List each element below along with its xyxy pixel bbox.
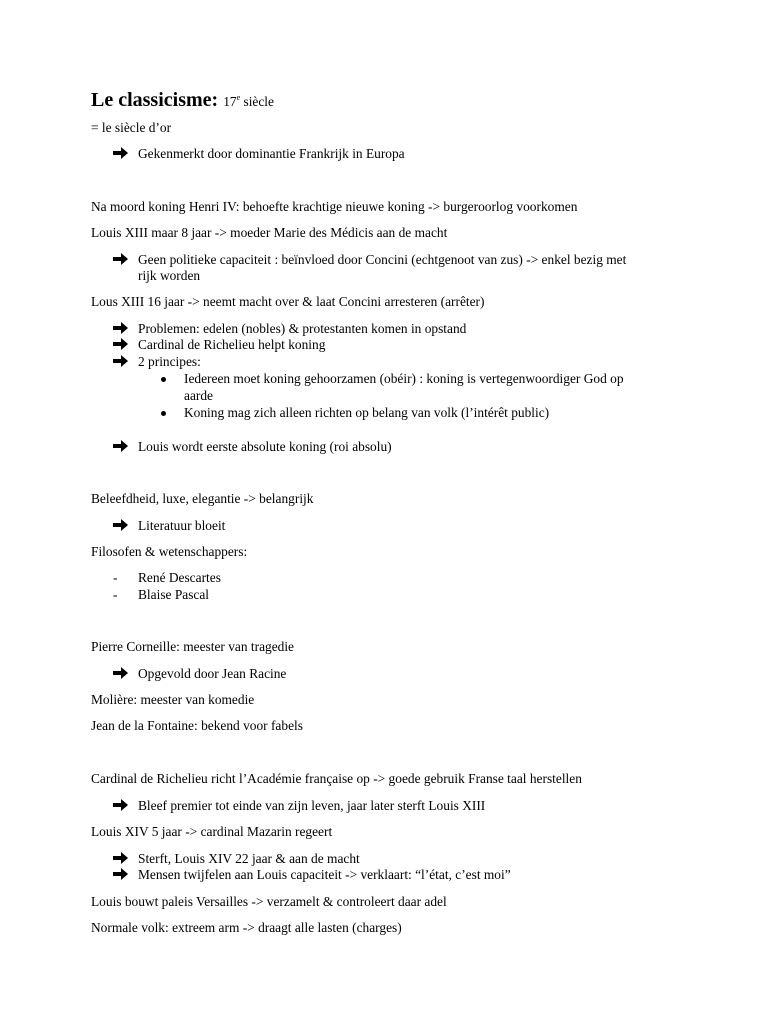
bullet-dot-icon bbox=[161, 377, 166, 382]
page-title bbox=[91, 87, 274, 113]
text-line: Lous XIII 16 jaar -> neemt macht over & laat Concini arresteren (arrêter) bbox=[91, 294, 485, 309]
arrow-item: Geen politieke capaciteit : beïnvloed door Concini (echtgenoot van zus) -> enkel bezig met bbox=[138, 252, 627, 267]
arrow-right-icon bbox=[113, 851, 129, 865]
arrow-right-icon bbox=[113, 337, 129, 351]
text-line: Louis bouwt paleis Versailles -> verzamelt & controleert daar adel bbox=[91, 894, 447, 909]
arrow-right-icon bbox=[113, 252, 129, 266]
text-line: Beleefdheid, luxe, elegantie -> belangrijk bbox=[91, 491, 314, 506]
arrow-right-icon bbox=[113, 146, 129, 160]
arrow-item: 2 principes: bbox=[138, 354, 201, 369]
bullet-item: Iedereen moet koning gehoorzamen (obéir) : koning is vertegenwoordiger God op bbox=[184, 371, 624, 386]
arrow-right-icon bbox=[113, 518, 129, 532]
text-line: Normale volk: extreem arm -> draagt alle lasten (charges) bbox=[91, 920, 402, 935]
arrow-item: Mensen twijfelen aan Louis capaciteit -> verklaart: “l’état, c’est moi” bbox=[138, 867, 511, 882]
text-line: = le siècle d’or bbox=[91, 120, 172, 135]
arrow-item: Louis wordt eerste absolute koning (roi absolu) bbox=[138, 439, 392, 454]
text-line: Na moord koning Henri IV: behoefte krachtige nieuwe koning -> burgeroorlog voorkomen bbox=[91, 199, 578, 214]
arrow-item: Cardinal de Richelieu helpt koning bbox=[138, 337, 326, 352]
arrow-right-icon bbox=[113, 867, 129, 881]
arrow-item: Bleef premier tot einde van zijn leven, jaar later sterft Louis XIII bbox=[138, 798, 486, 813]
arrow-right-icon bbox=[113, 666, 129, 680]
dash-marker: - bbox=[113, 587, 118, 602]
text-line: Jean de la Fontaine: bekend voor fabels bbox=[91, 718, 303, 733]
arrow-right-icon bbox=[113, 354, 129, 368]
text-line: Cardinal de Richelieu richt l’Académie française op -> goede gebruik Franse taal herstellen bbox=[91, 771, 582, 786]
bullet-item-cont: aarde bbox=[184, 388, 213, 403]
text-line: Filosofen & wetenschappers: bbox=[91, 544, 248, 559]
text-line: Louis XIV 5 jaar -> cardinal Mazarin regeert bbox=[91, 824, 333, 839]
arrow-right-icon bbox=[113, 439, 129, 453]
bullet-item: Koning mag zich alleen richten op belang van volk (l’intérêt public) bbox=[184, 405, 550, 420]
arrow-item: Opgevold door Jean Racine bbox=[138, 666, 287, 681]
title-century: 17e siècle bbox=[223, 93, 274, 109]
arrow-item: Gekenmerkt door dominantie Frankrijk in Europa bbox=[138, 146, 405, 161]
arrow-right-icon bbox=[113, 798, 129, 812]
bullet-dot-icon bbox=[161, 411, 166, 416]
title-main: Le classicisme: bbox=[91, 89, 219, 111]
arrow-right-icon bbox=[113, 321, 129, 335]
dash-item: René Descartes bbox=[138, 570, 221, 585]
text-line: Pierre Corneille: meester van tragedie bbox=[91, 639, 295, 654]
arrow-item: Literatuur bloeit bbox=[138, 518, 226, 533]
text-line: Molière: meester van komedie bbox=[91, 692, 255, 707]
dash-item: Blaise Pascal bbox=[138, 587, 210, 602]
arrow-item: Sterft, Louis XIV 22 jaar & aan de macht bbox=[138, 851, 360, 866]
dash-marker: - bbox=[113, 570, 118, 585]
text-line: Louis XIII maar 8 jaar -> moeder Marie des Médicis aan de macht bbox=[91, 225, 448, 240]
arrow-item: Problemen: edelen (nobles) & protestanten komen in opstand bbox=[138, 321, 467, 336]
arrow-item-cont: rijk worden bbox=[138, 268, 201, 283]
